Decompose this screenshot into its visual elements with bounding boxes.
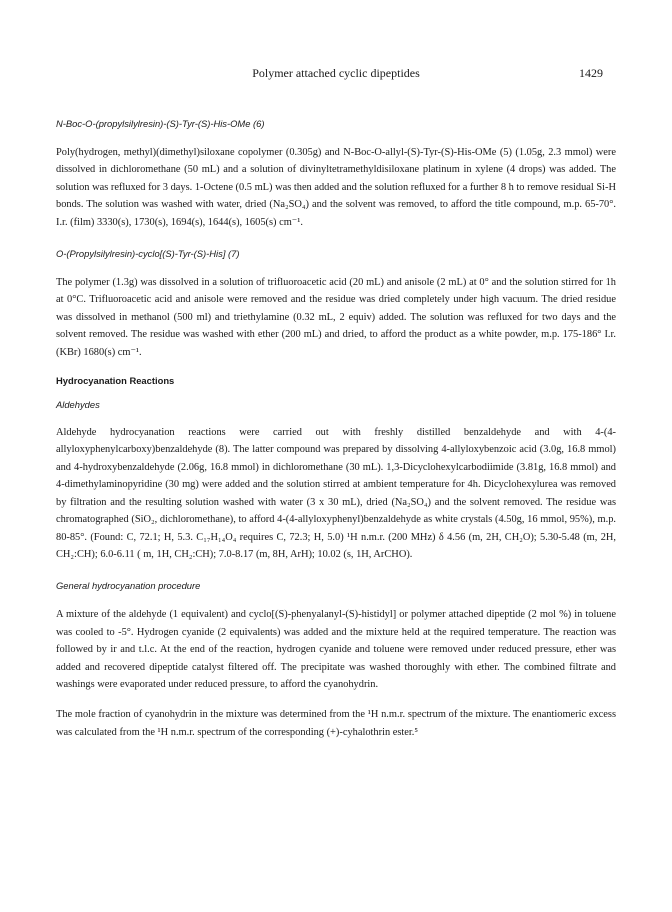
- heading-aldehydes: Aldehydes: [56, 399, 100, 411]
- heading-compound-6: N-Boc-O-(propylsilylresin)-(S)-Tyr-(S)-His-OMe (6): [56, 118, 265, 129]
- running-title: Polymer attached cyclic dipeptides: [252, 66, 420, 80]
- heading-compound-7: O-(Propylsilylresin)-cyclo[(S)-Tyr-(S)-His] (7): [56, 248, 240, 260]
- page-number: 1429: [579, 66, 603, 80]
- page-body: [56, 118, 616, 741]
- paragraph-compound-7: The polymer (1.3g) was dissolved in a solution of trifluoroacetic acid (20 mL) and anisole (2 mL) at 0° and the solution stirred for 1h at 0°C. Trifluoroacetic acid and anisole were removed and the residue was dried completely under high vacuum. The dried residue was dissolved in methanol (500 ml) and triethylamine (0.32 mL, 2 equiv) added. The solution was refluxed for two days and the solvent removed. The residue was washed with ether (200 mL) and dried, to afford the product as a white powder, m.p. 175-186° I.r. (KBr) 1680(s) cm⁻¹.: [56, 277, 616, 358]
- paragraph-aldehydes: Aldehyde hydrocyanation reactions were carried out with freshly distilled benzaldehyde and with 4-(4-allyloxyphenylcarboxy)benzaldehyde (8). The latter compound was prepared by dissolving 4-allyloxybenzoic acid (3.0g, 16.8 mmol) and 4-hydroxybenzaldehyde (2.06g, 16.8 mmol) in dichloromethane (30 mL). 1,3-Dicyclohexylcarbodiimide (3.81g, 16.8 mmol) and 4-dimethylaminopyridine (30 mg) were added and the solution stirred at ambient temperature for 4h. Dicyclohexylurea was removed by filtration and the resulting solution washed with water (3 x 30 mL), dried (Na₂SO₄) and the solvent removed. The residue was chromatographed (SiO₂, dichloromethane), to afford 4-(4-allyloxyphenyl)benzaldehyde as white crystals (4.50g, 16 mmol, 95%), m.p. 80-85°. (Found: C, 72.1; H, 5.3. C₁₇H₁₄O₄ requires C, 72.3; H, 5.0) ¹H n.m.r. (200 MHz) δ 4.56 (m, 2H, CH₂O); 5.30-5.48 (m, 2H, CH₂:CH); 6.0-6.11 ( m, 1H, CH₂:CH); 7.0-8.17 (m, 8H, ArH); 10.02 (s, 1H, ArCHO).: [56, 427, 616, 560]
- heading-general-procedure: General hydrocyanation procedure: [56, 580, 201, 592]
- paragraph-compound-6: Poly(hydrogen, methyl)(dimethyl)siloxane copolymer (0.305g) and N-Boc-O-allyl-(S)-Tyr-(S)-His-OMe (5) (1.05g, 2.3 mmol) were dissolved in dichloromethane (50 mL) and a solution of divinyltetramethyldisiloxane platinum in xylene (4 drops) was added. The solution was refluxed for 3 days. 1-Octene (0.5 mL) was then added and the solution refluxed for a further 8 h to remove residual Si-H bonds. The solution was washed with water, dried (Na₂SO₄) and the solvent was removed, to afford the title compound, m.p. 65-70°. I.r. (film) 3330(s), 1730(s), 1694(s), 1644(s), 1605(s) cm⁻¹.: [56, 147, 616, 228]
- heading-hydrocyanation: Hydrocyanation Reactions: [56, 375, 175, 387]
- paragraph-mole-fraction: The mole fraction of cyanohydrin in the mixture was determined from the ¹H n.m.r. spectrum of the mixture. The enantiomeric excess was calculated from the ¹H n.m.r. spectrum of the corresponding (+)-cyhalothrin ester.⁵: [56, 709, 616, 738]
- paragraph-general-procedure: A mixture of the aldehyde (1 equivalent) and cyclo[(S)-phenyalanyl-(S)-histidyl] or polymer attached dipeptide (2 mol %) in toluene was cooled to -5°. Hydrogen cyanide (2 equivalents) was added and the mixture held at the required temperature. The reaction was followed by ir and t.l.c. At the end of the reaction, hydrogen cyanide and toluene were removed under reduced pressure, ether was added and recovered dipeptide catalyst filtered off. The precipitate was washed thoroughly with ether. The combined filtrate and washings were evaporated under reduced pressure, to afford the cyanohydrin.: [56, 609, 616, 690]
